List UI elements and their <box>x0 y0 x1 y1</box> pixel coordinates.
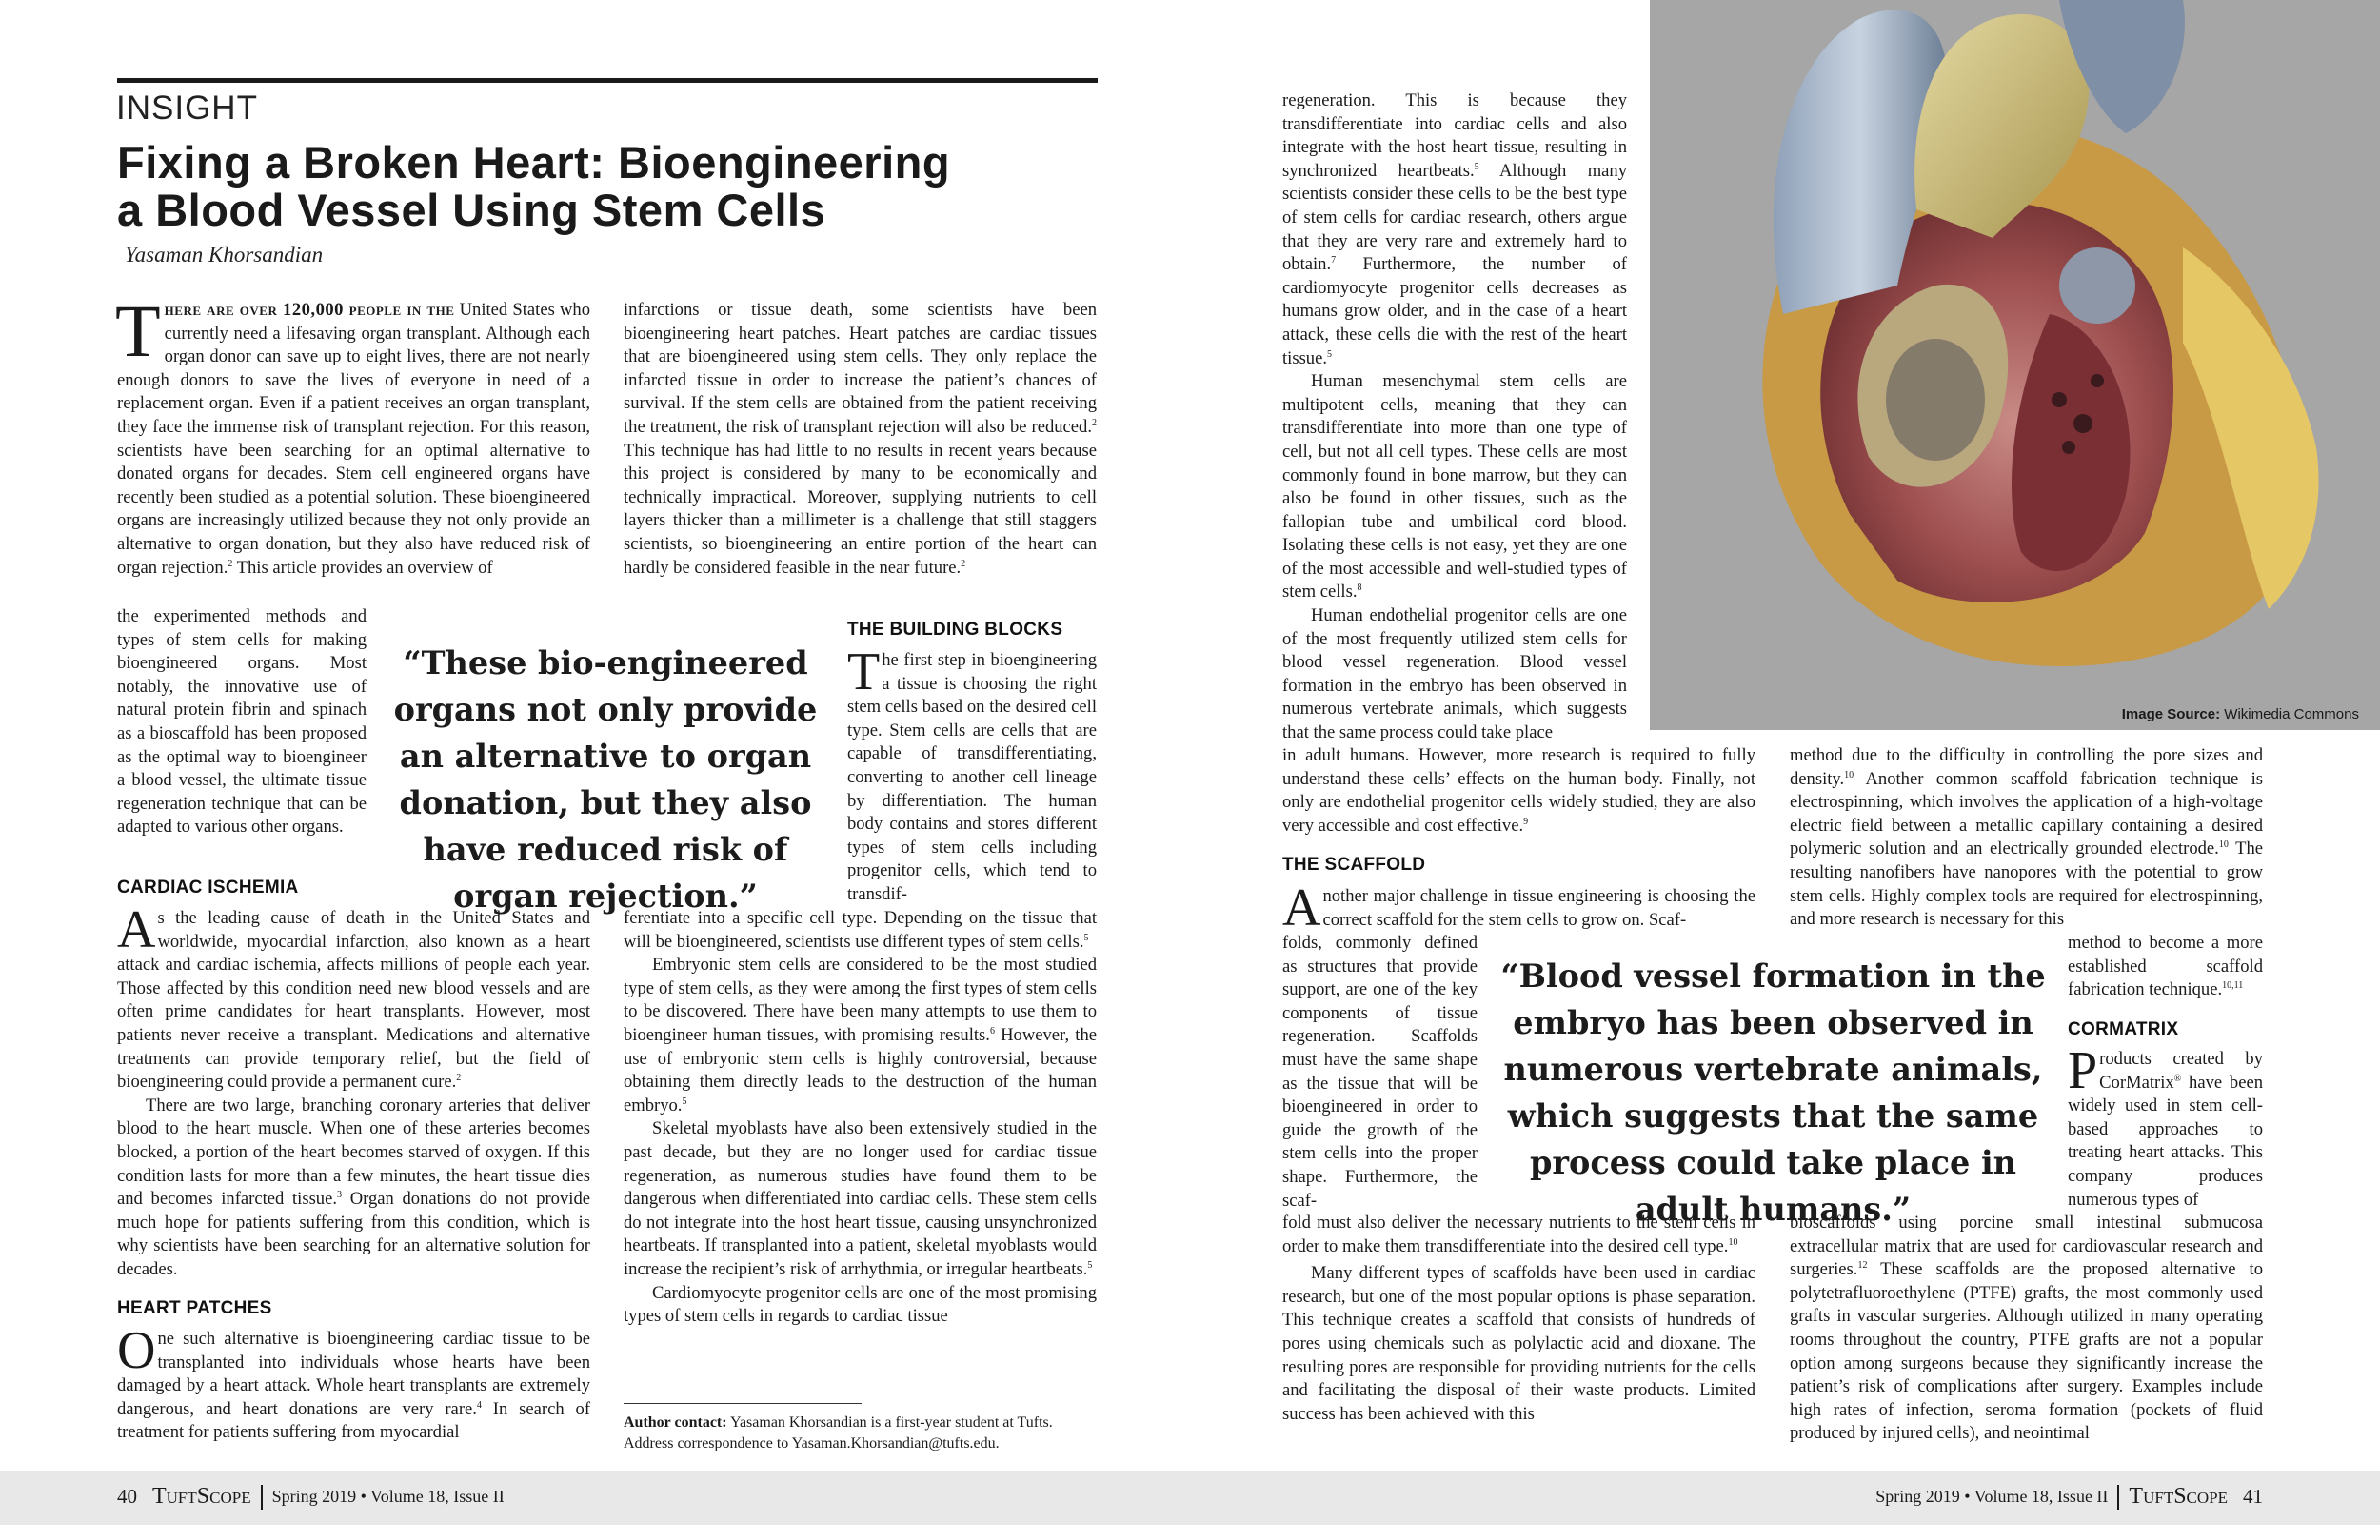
heading-the-scaffold: THE SCAFFOLD <box>1282 855 1426 875</box>
heading-heart-patches: HEART PATCHES <box>117 1298 272 1318</box>
drop-cap: T <box>847 642 881 701</box>
building-blocks-narrow: The first step in bioengineering a tissue is choosing the right stem cells based on the desired cell type. Stem cells are cells that are capable of transdifferentiating, converting to another cell lineage by differentiation. The human body contains and stores different types of stem cells including progenitor cells, which tend to transdif- <box>847 642 1097 904</box>
intro-text: United States who currently need a lifesaving organ transplant. Although each organ donor can save up to eight lives, there are not nearly enough donors to save the lives of everyone in need of a replacement organ. Even if a patient receives an organ transplant, they face the immense risk of transplant rejection. For this reason, scientists have been searching for an optimal alternative to donated organs for decades. Stem cell engineered organs have recently been studied as a potential solution. These bioengineered organs are increasingly utilized because they not only provide an alternative to organ donation, but they also have reduced risk of organ rejection. <box>117 300 591 578</box>
cormatrix-wide: bioscaffolds using porcine small intestinal submucosa extracellular matrix that are used for cardiovascular research and surgeries.$^{12}$ These scaffolds are the proposed alternative to polytetrafluoroethylene (PTFE) grafts, the most commonly used grafts in vascular surgeries. Although utilized in many operating rooms throughout the country, PTFE grafts are not a popular option among surgeons because they significantly increase the patient’s risk of complications after surgery. Examples include high rates of infection, seroma formation (pockets of fluid produced by injured cells), and neointimal <box>1790 1213 2263 1444</box>
pull-quote-1: “These bio-engineered organs not only provide an alternative to organ donation, but they also have reduced risk of organ rejection.” <box>393 644 818 915</box>
drop-cap: A <box>117 900 156 959</box>
intro-narrow: the experimented methods and types of stem cells for making bioengineered organs. Most notably, the innovative use of natural protein fibrin and spinach as a bioscaffold has been proposed as the optimal way to bioengineer a blood vessel, the ultimate tissue regeneration technique that can be adapted to various other organs. <box>117 606 367 838</box>
image-source-credit: Image Source: Wikimedia Commons <box>2121 706 2359 722</box>
page-number-left: 40 <box>117 1485 137 1508</box>
top-rule <box>117 78 1098 83</box>
intro-smallcaps: here are over 120,000 people in the <box>164 300 455 320</box>
footer-right <box>1875 1484 2263 1510</box>
author-name: Yasaman Khorsandian <box>125 243 324 267</box>
brand-right: TuftScope <box>2129 1484 2228 1509</box>
heading-cormatrix: CORMATRIX <box>2068 1019 2179 1039</box>
title-line-1: Fixing a Broken Heart: Bioengineering <box>117 137 951 188</box>
title-line-2: a Blood Vessel Using Stem Cells <box>117 185 826 235</box>
building-blocks-wide: ferentiate into a specific cell type. Depending on the tissue that will be bioengineered, scientists use different types of stem cells.$^5$ Embryonic stem cells are considered to be the most studied type of stem cells, as they were among the first types of stem cells to be discovered. There have been many attempts to use them to bioengineer human tissues, with promising results.$^6$ However, the use of embryonic stem cells is highly controversial, because obtaining them directly leads to the destruction of the human embryo.$^5$ Skeletal myoblasts have also been extensively studied in the past decade, but they are no longer used for cardiac tissue regeneration, as numerous studies have found them to be dangerous when differentiated into cardiac cells. These stem cells do not integrate into the host heart tissue, causing unsynchronized heartbeats. If transplanted into a patient, skeletal myoblasts would increase the recipient’s risk of arrhythmia, or irregular heartbeats.$^5$ Cardiomyocyte progenitor cells are one of the most promising types of stem cells in regards to cardiac tissue <box>624 908 1097 1327</box>
footer-divider <box>2117 1485 2119 1510</box>
section-label: INSIGHT <box>116 89 258 127</box>
contact-rule <box>624 1403 862 1404</box>
drop-cap: O <box>117 1321 156 1380</box>
drop-cap: T <box>115 289 161 372</box>
patches-section: One such alternative is bioengineering cardiac tissue to be transplanted into individuals whose hearts have been damaged by a heart attack. Whole heart transplants are extremely dangerous, and heart donations are very rare.$^4$ In search of treatment for patients suffering from myocardial <box>117 1321 591 1443</box>
valve-opening <box>1886 339 1985 461</box>
footer-divider <box>261 1485 263 1510</box>
author-contact: Author contact: Yasaman Khorsandian is a first-year student at Tufts. Address correspondence to Yasaman.Khorsandian@tufts.edu. <box>624 1414 1053 1451</box>
scaffold-continued: method due to the difficulty in controlling the pore sizes and density.$^{10}$ Another common scaffold fabrication technique is electrospinning, which involves the application of a high-voltage electric field between a metallic capillary containing a desired polymeric solution and an electrically grounded electrode.$^{10}$ The resulting nanofibers have nanopores with the potential to grow stem cells. Highly complex tools are required for electrospinning, and more research is necessary for this <box>1790 745 2263 930</box>
endothelial-wide: in adult humans. However, more research is required to fully understand these cells’ effects on the human body. Finally, not only are endothelial progenitor cells widely studied, they are also very accessible and cost effective.$^9$ <box>1282 745 1755 836</box>
drop-cap: A <box>1282 879 1321 938</box>
intro-paragraph: There are over 120,000 people in the United States who currently need a lifesaving organ transplant. Although each organ donor can save up to eight lives, there are not nearly enough donors to save the lives of everyone in need of a replacement organ. Even if a patient receives an organ transplant, they face the immense risk of transplant rejection. For this reason, scientists have been searching for an optimal alternative to donated organs for decades. Stem cell engineered organs have recently been studied as a potential solution. These bioengineered organs are increasingly utilized because they not only provide an alternative to organ donation, but they also have reduced risk of organ rejection.$^2$ This article provides an overview of <box>115 289 591 578</box>
scaffold-continued-narrow: method to become a more established scaffold fabrication technique.$^{10,11}$ <box>2068 933 2263 1000</box>
heart-anatomy-image <box>1650 0 2380 730</box>
heart-illustration <box>1650 0 2380 730</box>
brand-left: TuftScope <box>152 1484 251 1509</box>
scaffold-narrow: folds, commonly defined as structures that provide support, are one of the key components of tissue regeneration. Scaffolds must have the same shape as the tissue that will be bioengineered in order to guide the growth of the stem cells into the proper shape. Furthermore, the scaf- <box>1282 933 1478 1211</box>
drop-cap: P <box>2068 1041 2098 1100</box>
heart-patches-continued: infarctions or tissue death, some scientists have been bioengineering heart patches. Heart patches are cardiac tissues that are bioengineered using stem cells. They only replace the infarcted tissue in order to increase the patient’s chances of survival. If the stem cells are obtained from the patient receiving the treatment, the risk of transplant rejection will also be reduced.$^2$ This technique has had little to no results in recent years because this project is considered by many to be economically and technically impractical. Moreover, supplying nutrients to cell layers thicker than a millimeter is a challenge that still staggers scientists, so bioengineering an entire portion of the heart can hardly be considered feasible in the near future.$^2$ <box>624 300 1097 578</box>
cardiac-section: As the leading cause of death in the United States and worldwide, myocardial infarction, also known as a heart attack and cardiac ischemia, affects millions of people each year. Those affected by this condition need new blood vessels and are often prime candidates for heart transplants. However, most patients never receive a transplant. Medications and alternative treatments can provide temporary relief, but the field of bioengineering could provide a permanent cure.$^2$ There are two large, branching coronary arteries that deliver blood to the heart muscle. When one of these arteries becomes blocked, a portion of the heart becomes starved of oxygen. If this condition lasts for more than a few minutes, the heart tissue dies and becomes infarcted tissue.$^3$ Organ donations do not provide much hope for patients suffering from this condition, which is why scientists have been searching for an alternative solution for decades. <box>117 900 590 1279</box>
issue-left: Spring 2019 • Volume 18, Issue II <box>271 1487 505 1506</box>
article-title <box>117 139 950 234</box>
footer-left <box>117 1484 505 1510</box>
aortic-valve <box>2059 247 2135 324</box>
heading-cardiac-ischemia: CARDIAC ISCHEMIA <box>117 878 299 898</box>
issue-right: Spring 2019 • Volume 18, Issue II <box>1875 1487 2109 1506</box>
page-number-right: 41 <box>2243 1485 2263 1508</box>
cormatrix-narrow: Products created by CorMatrix® have been widely used in stem cell-based approaches to treating heart attacks. This company produces numerous types of <box>2068 1041 2263 1210</box>
scaffold-intro: Another major challenge in tissue engineering is choosing the correct scaffold for the stem cells to grow on. Scaf- <box>1282 879 1755 938</box>
heading-building-blocks: THE BUILDING BLOCKS <box>847 620 1063 640</box>
pull-quote-2: “Blood vessel formation in the embryo has been observed in numerous vertebrate animals, which suggests that the same process could take place in adult humans.” <box>1500 958 2046 1228</box>
cardiomyocyte-continued: regeneration. This is because they transdifferentiate into cardiac cells and also integrate with the host heart tissue, resulting in synchronized heartbeats.$^5$ Although many scientists consider these cells to be the best type of stem cells for cardiac research, others argue that they are very rare and extremely hard to obtain.$^7$ Furthermore, the number of cardiomyocyte progenitor cells decreases as humans grow older, and in the case of a heart attack, these cells die with the rest of the heart tissue.$^5$ Human mesenchymal stem cells are multipotent cells, meaning that they can transdifferentiate into more than one type of cell, but not all cell types. These cells are most commonly found in bone marrow, but they can also be found in other tissues, such as the fallopian tube and umbilical cord blood. Isolating these cells is not easy, yet they are one of the most accessible and well-studied types of stem cells.$^8$ Human endothelial progenitor cells are one of the most frequently utilized stem cells for blood vessel regeneration. Blood vessel formation in the embryo has been observed in numerous vertebrate animals, which suggests that the same process could take place <box>1282 90 1628 743</box>
scaffold-wide: fold must also deliver the necessary nutrients to the stem cells in order to make them transdifferentiate into the desired cell type.$^{10}$ Many different types of scaffolds have been used in cardiac research, but one of the most popular options is phase separation. This technique creates a scaffold that consists of hundreds of pores using chemicals such as polylactic acid and dioxane. The resulting pores are responsible for providing nutrients for the cells and facilitating the disposal of their waste products. Limited success has been achieved with this <box>1282 1213 1755 1424</box>
